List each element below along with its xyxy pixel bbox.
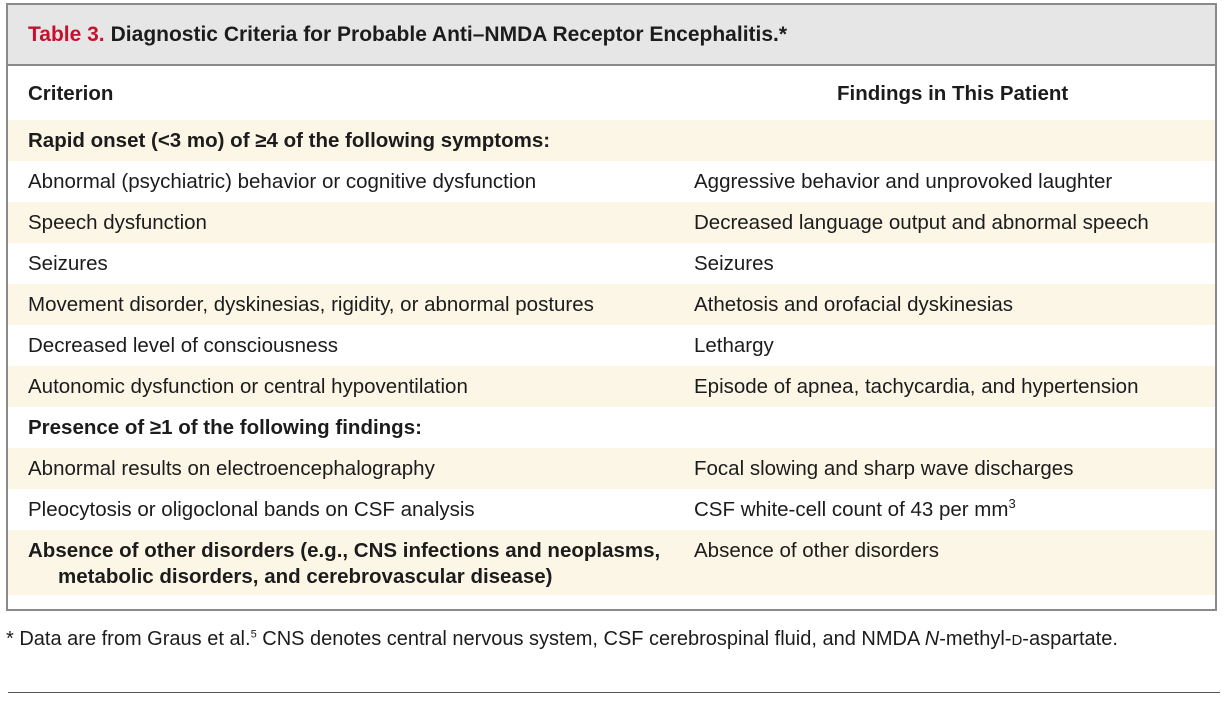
table-row [8,161,1215,202]
finding-cell: Athetosis and orofacial dyskinesias [694,293,1014,316]
table-header-row [8,66,1215,120]
table-title: Diagnostic Criteria for Probable Anti–NMDA Receptor Encephalitis.* [110,22,788,46]
table-row [8,284,1215,325]
findings-header: Findings in This Patient [837,82,1069,105]
finding-cell: Lethargy [694,334,774,357]
table-row [8,202,1215,243]
table-row [8,243,1215,284]
criterion-cell: Abnormal results on electroencephalography [28,457,435,480]
footnote-marker: * [6,628,14,650]
footnote-text: -aspartate. [1022,628,1118,650]
footnote-text: -methyl- [939,628,1012,650]
section-heading-findings [8,407,1215,448]
finding-cell: Absence of other disorders [694,539,939,562]
table-row [8,530,1215,595]
finding-cell: Seizures [694,252,774,275]
criterion-cell: Movement disorder, dyskinesias, rigidity, or abnormal postures [28,293,594,316]
table-row [8,448,1215,489]
criterion-cell: Autonomic dysfunction or central hypoventilation [28,375,468,398]
footnote-text: Data are from Graus et al. [19,628,251,650]
footnote [6,626,1206,654]
finding-text: CSF white-cell count of 43 per mm [694,498,1009,521]
criterion-cell: Pleocytosis or oligoclonal bands on CSF analysis [28,498,475,521]
finding-cell: Focal slowing and sharp wave discharges [694,457,1074,480]
table-row [8,366,1215,407]
table-title-bar [8,5,1215,66]
table-row [8,325,1215,366]
criterion-cell: Seizures [28,252,108,275]
criterion-line: metabolic disorders, and cerebrovascular disease) [58,565,553,588]
finding-cell [694,498,1016,522]
superscript: 3 [1008,496,1016,512]
criterion-header: Criterion [28,82,114,105]
footnote-italic: N [924,628,940,650]
criterion-cell: Abnormal (psychiatric) behavior or cognitive dysfunction [28,170,537,193]
finding-cell: Episode of apnea, tachycardia, and hypertension [694,375,1139,398]
criterion-cell [28,538,660,590]
footnote-text: CNS denotes central nervous system, CSF cerebrospinal fluid, and NMDA [256,628,925,650]
bottom-rule [8,692,1220,693]
table-label: Table 3. [28,22,105,46]
table-row [8,489,1215,530]
section-heading-symptoms [8,120,1215,161]
section-heading-text: Presence of ≥1 of the following findings: [28,416,422,439]
footnote-small-caps: D [1011,632,1023,649]
table-frame [6,3,1217,611]
criterion-cell: Decreased level of consciousness [28,334,338,357]
finding-cell: Decreased language output and abnormal speech [694,211,1149,234]
criterion-cell: Speech dysfunction [28,211,207,234]
criterion-line: Absence of other disorders (e.g., CNS infections and neoplasms, [28,539,661,562]
finding-cell: Aggressive behavior and unprovoked laughter [694,170,1113,193]
reference-number: 5 [250,628,257,641]
section-heading-text: Rapid onset (<3 mo) of ≥4 of the following symptoms: [28,129,551,152]
